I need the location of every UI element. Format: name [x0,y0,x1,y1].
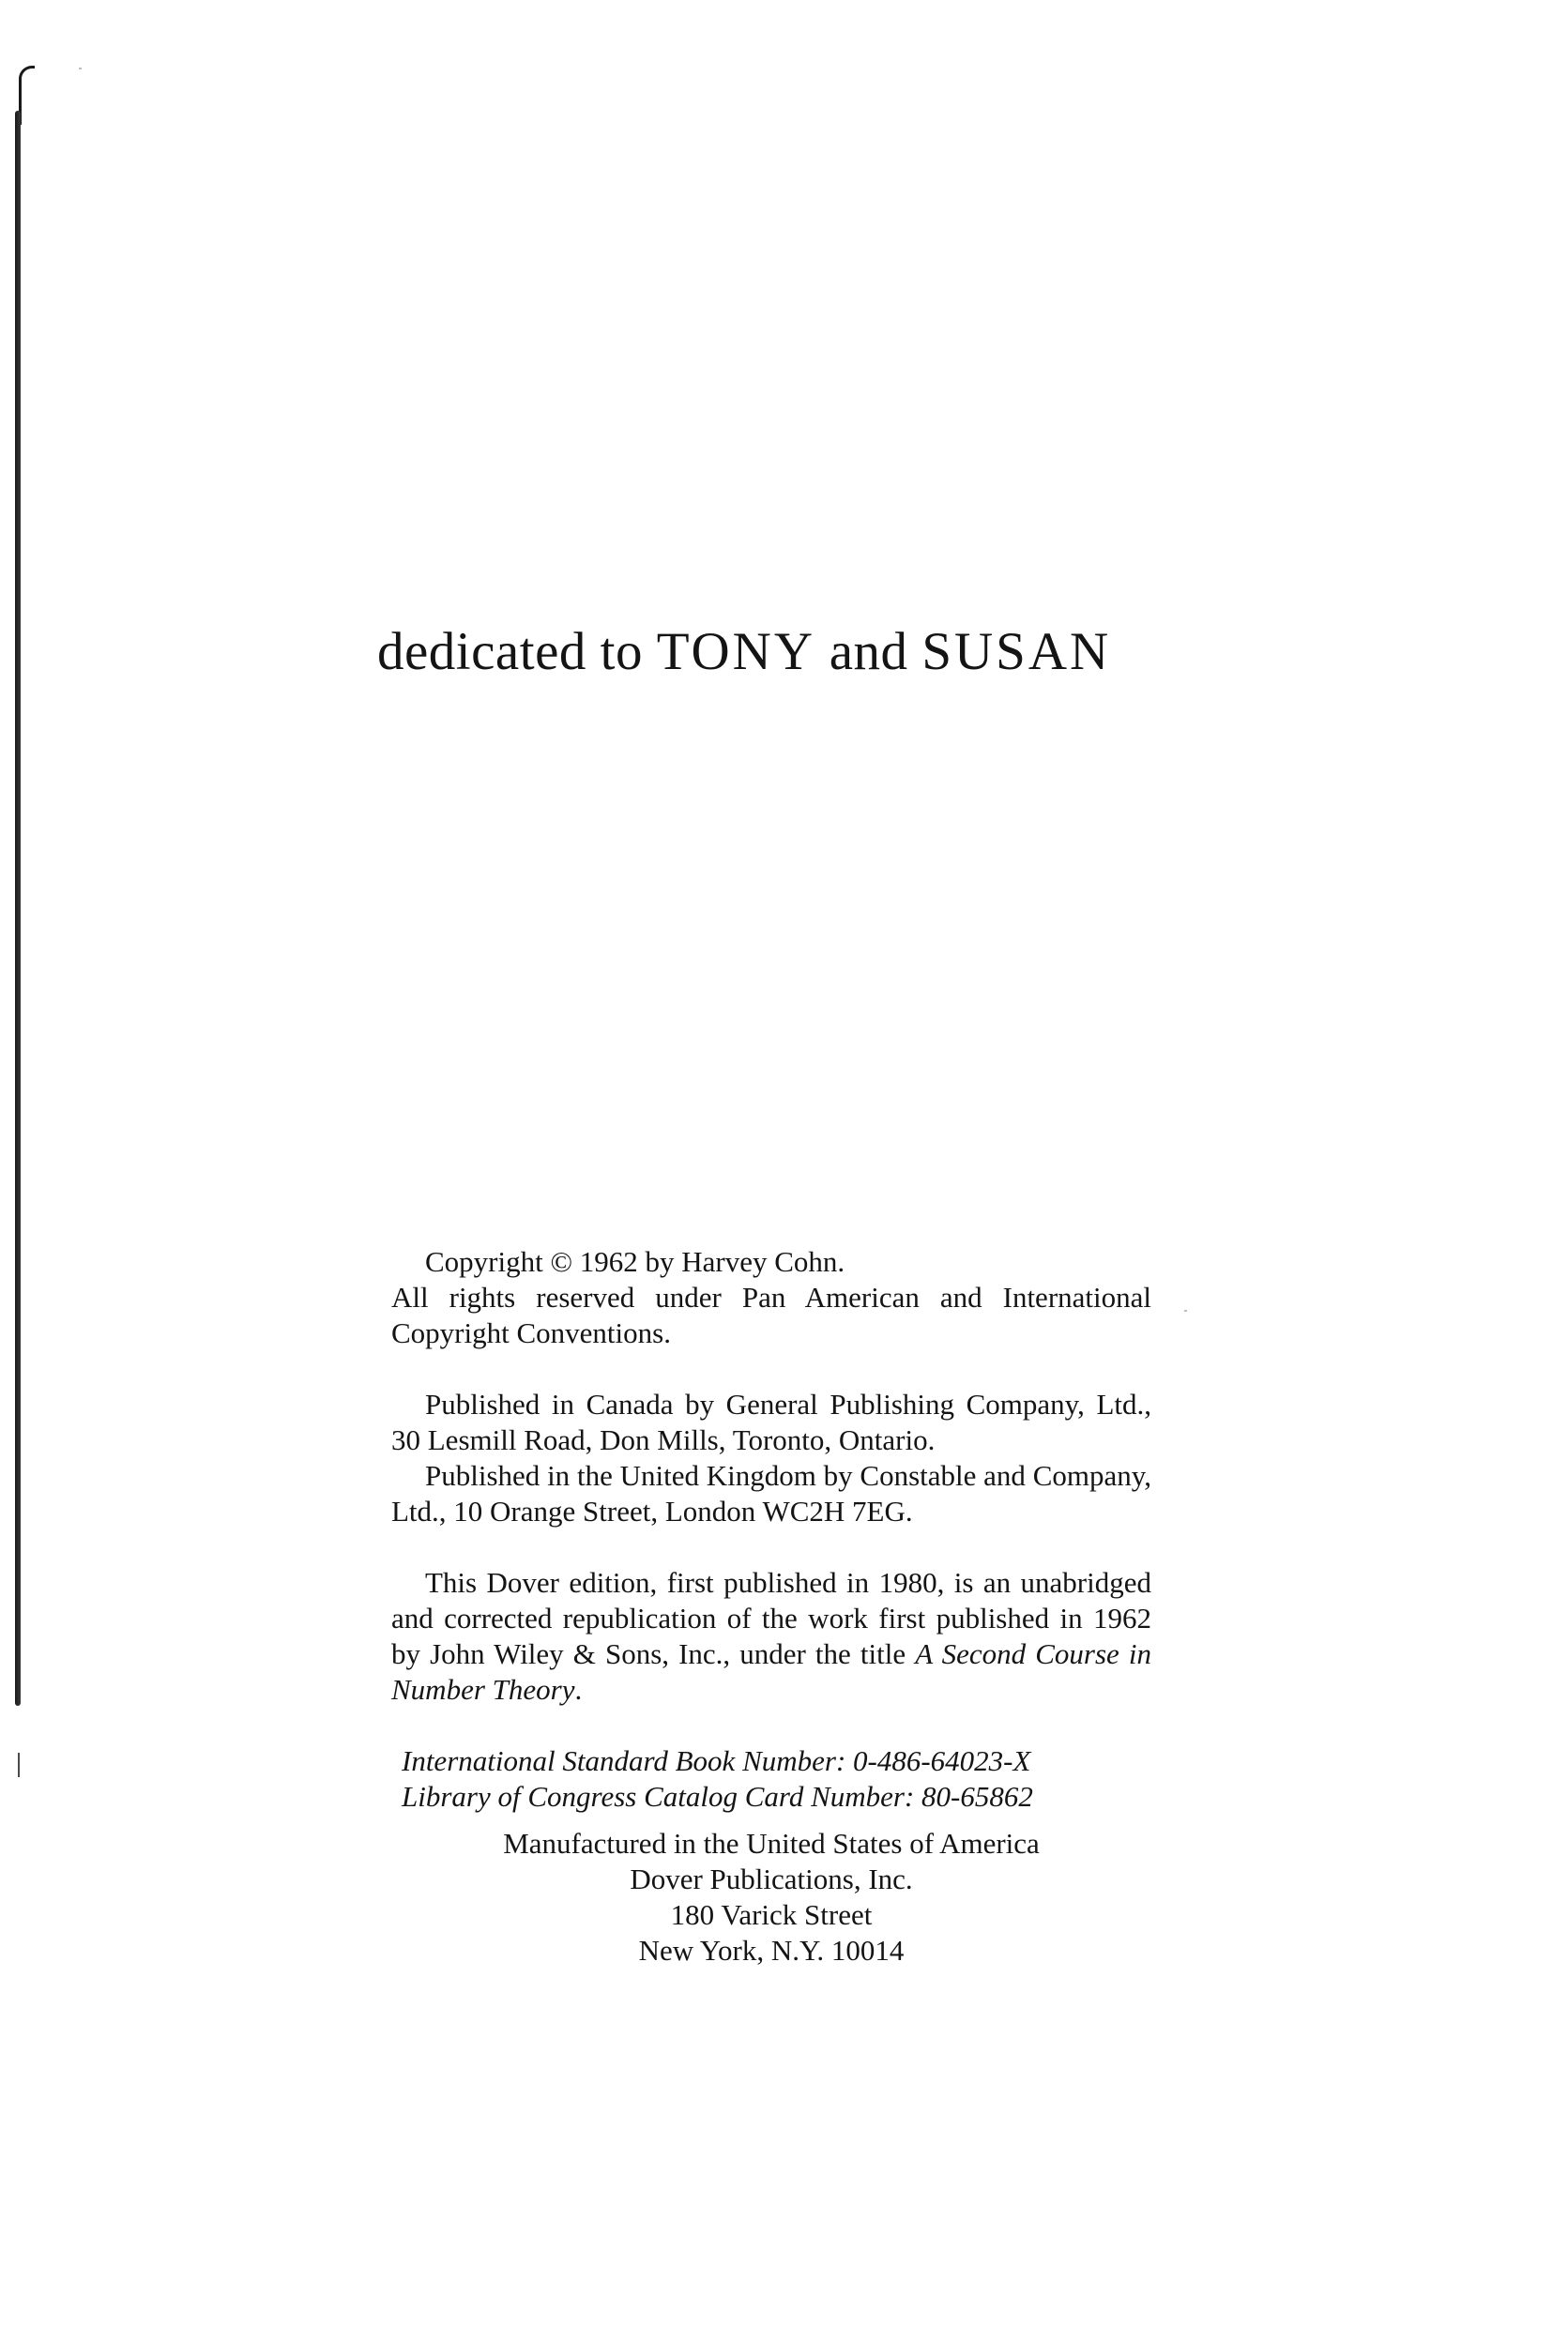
copyright-notice: Copyright © 1962 by Harvey Cohn. [425,1245,845,1278]
dedication [377,619,1222,685]
edition-notice [391,1565,1151,1708]
publisher-street: 180 Varick Street [670,1898,873,1931]
uk-publisher-notice: Published in the United Kingdom by Constable and Company, Ltd., 10 Orange Street, London WC2H 7EG. [391,1459,1151,1528]
canada-publisher-notice: Published in Canada by General Publishing Company, Ltd., 30 Lesmill Road, Don Mills, Toronto, Ontario. [391,1388,1151,1456]
manufacture-location: Manufactured in the United States of America [503,1827,1040,1860]
scan-speck [79,68,82,69]
lccn: Library of Congress Catalog Card Number: 80-65862 [402,1780,1033,1813]
scan-speck [1184,1310,1187,1312]
edition-notice-period: . [574,1673,583,1706]
isbn: International Standard Book Number: 0-486-64023-X [402,1744,1031,1777]
dedication-name-1: TONY [656,622,815,681]
dedication-prefix: dedicated to [377,622,643,681]
publisher-city: New York, N.Y. 10014 [638,1934,905,1967]
dedication-name-2: SUSAN [921,622,1112,681]
book-title: A Second Course in Number Theory [391,1637,1152,1706]
dedication-conjunction: and [829,622,908,681]
rights-reserved-notice: All rights reserved under Pan American and International Copyright Conventions. [391,1281,1151,1349]
page-binding-edge [15,111,21,1706]
edition-notice-text: This Dover edition, first published in 1980, is an unabridged and corrected republication of the work first published in 1962 by John Wiley & Sons, Inc., under the title [391,1566,1151,1670]
page-binding-curl [19,66,35,125]
publisher-name: Dover Publications, Inc. [630,1863,913,1895]
page-binding-mark [18,1753,20,1777]
publisher-address [391,1826,1151,1969]
copyright-page-text [391,1244,1151,1969]
